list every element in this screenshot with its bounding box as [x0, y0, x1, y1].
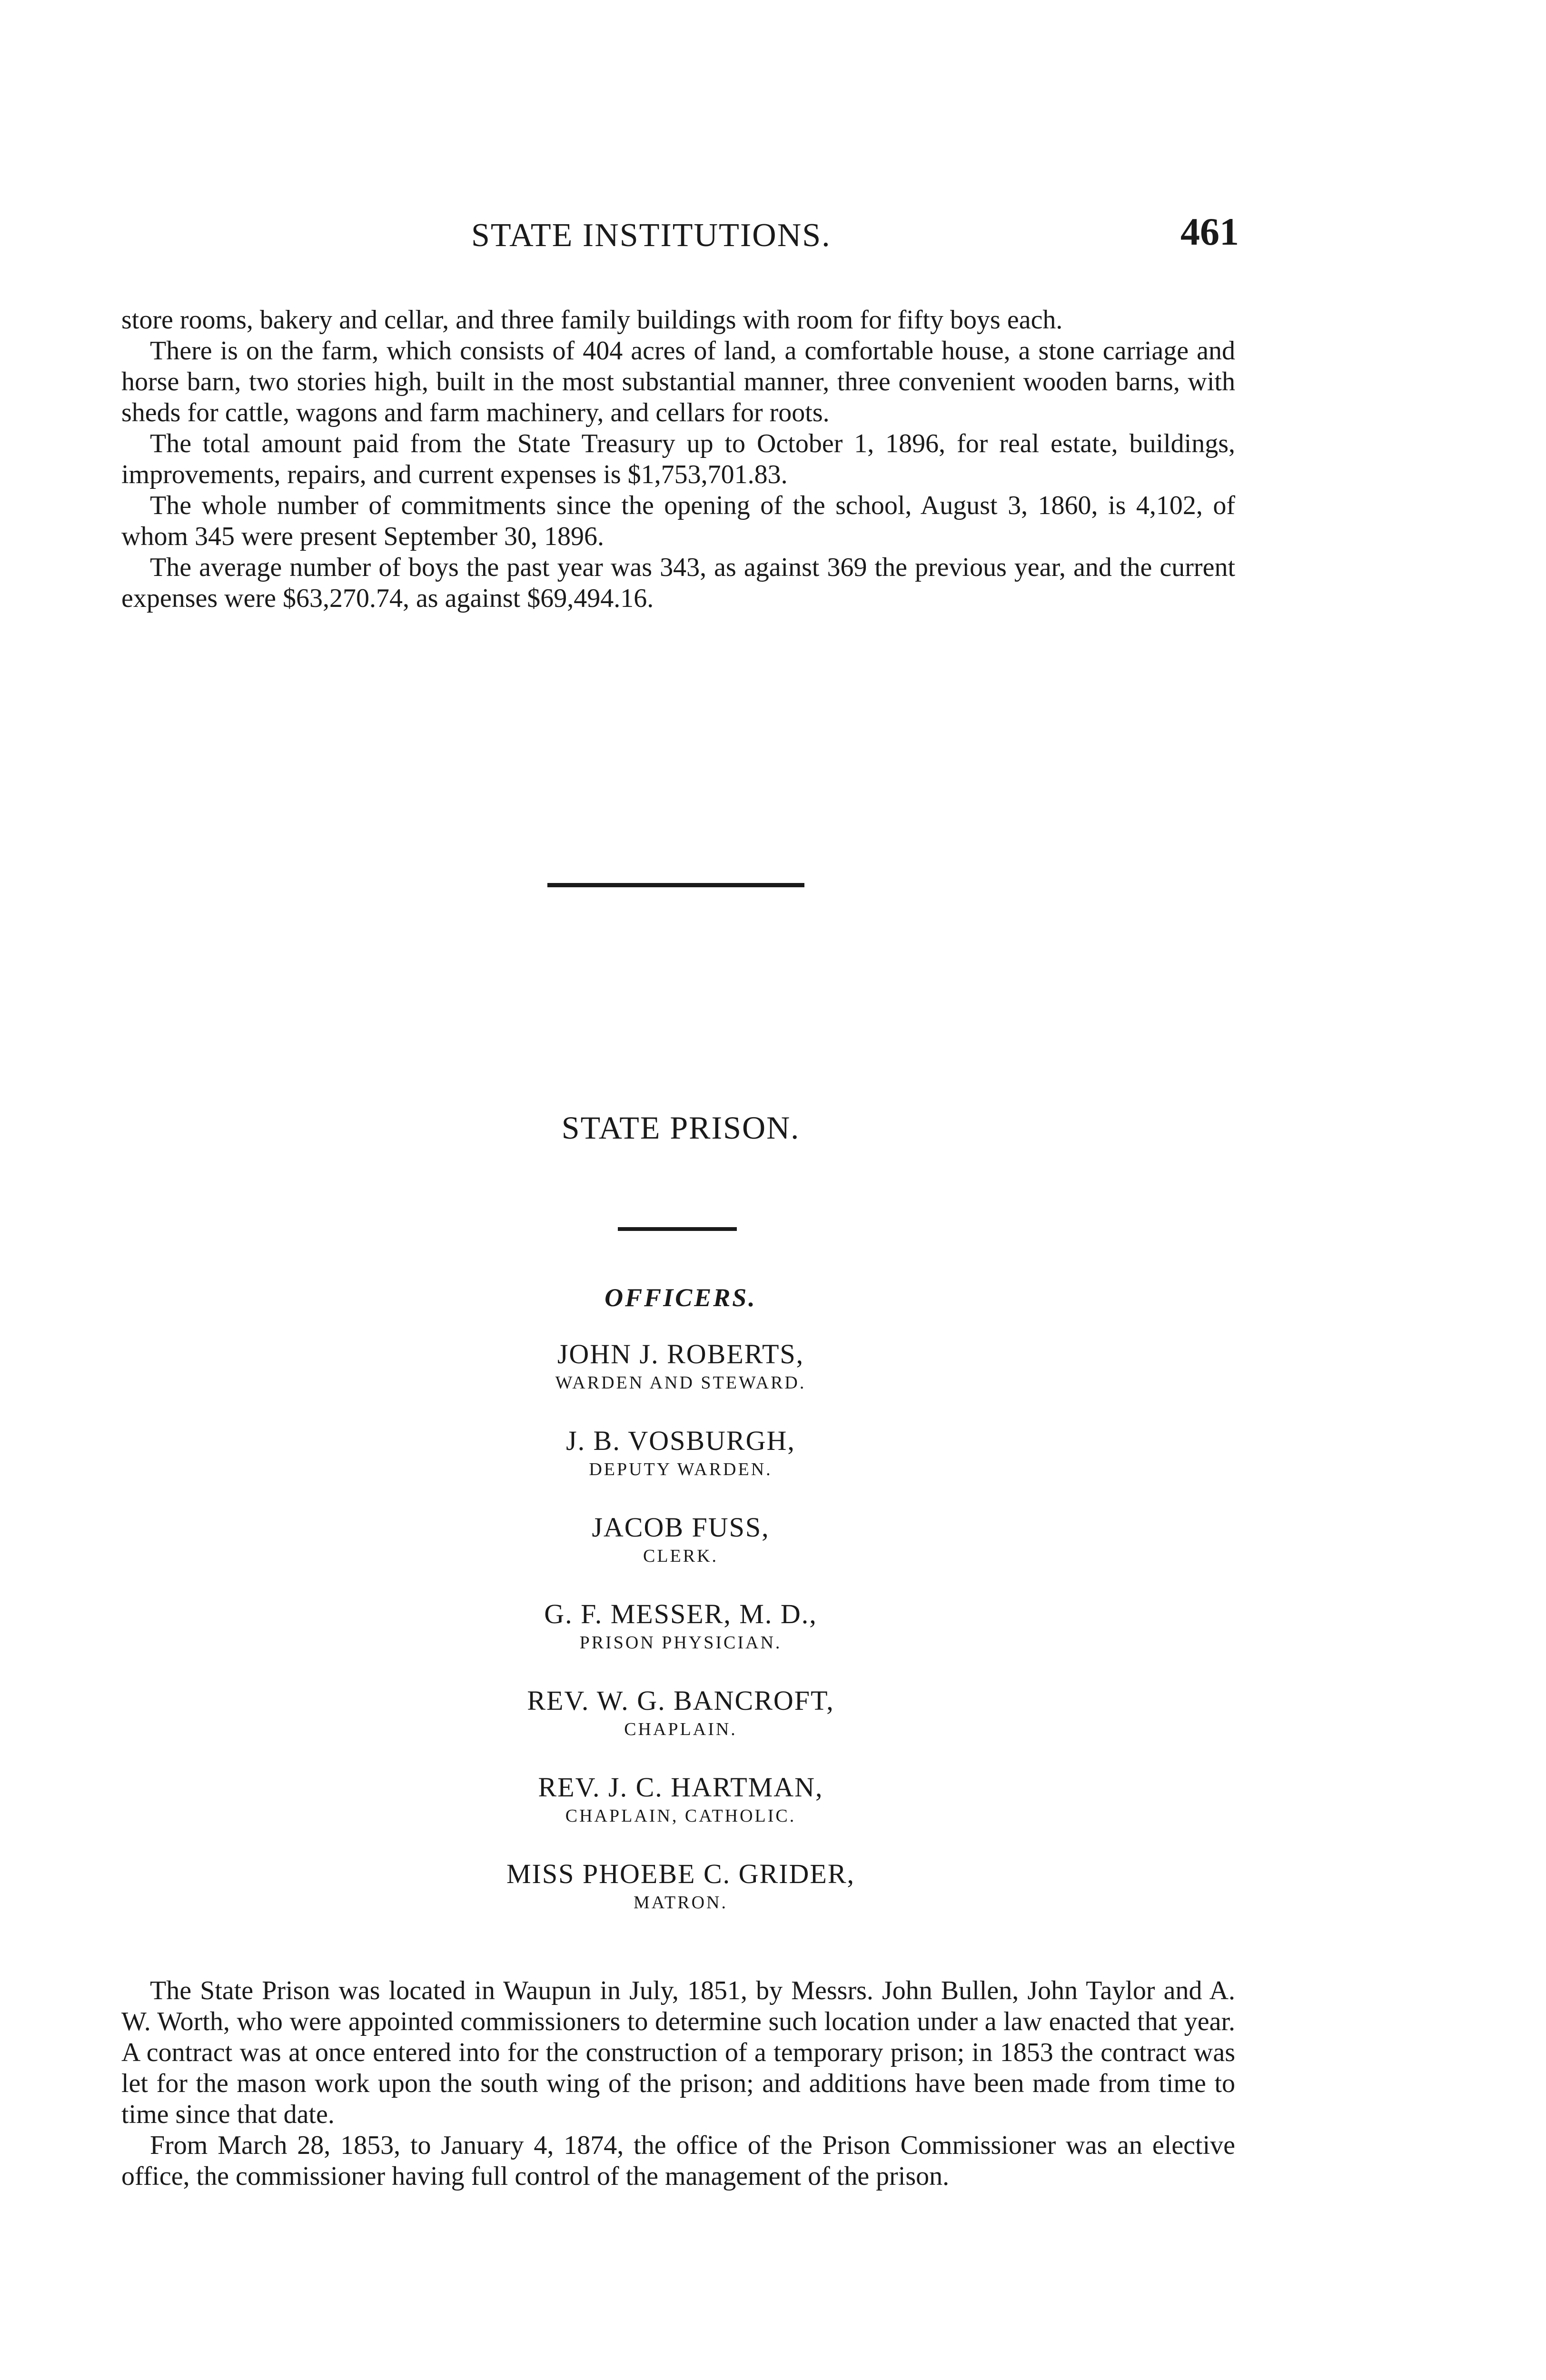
officer-name: J. B. VOSBURGH, [566, 1425, 795, 1456]
officer-title: PRISON PHYSICIAN. [579, 1633, 782, 1653]
officer-title: CHAPLAIN, CATHOLIC. [565, 1806, 796, 1826]
officer-name: JOHN J. ROBERTS, [557, 1339, 804, 1369]
paragraph: From March 28, 1853, to January 4, 1874, the office of the Prison Commissioner was an elective office, the commissioner having full control of the management of the prison. [121, 2131, 1235, 2191]
officer-title: WARDEN AND STEWARD. [555, 1373, 806, 1393]
officer-entry [0, 1338, 1361, 1424]
officer-entry [0, 1511, 1361, 1597]
officer-entry [0, 1684, 1361, 1771]
officer-name: JACOB FUSS, [592, 1512, 770, 1543]
intro-text [121, 305, 1235, 614]
running-head: STATE INSTITUTIONS. [471, 217, 831, 254]
officer-list [0, 1338, 1361, 1944]
officers-heading: OFFICERS. [605, 1283, 757, 1312]
paragraph: store rooms, bakery and cellar, and three family buildings with room for fifty boys each. [121, 305, 1063, 335]
officer-title: DEPUTY WARDEN. [589, 1459, 773, 1479]
officer-title: CLERK. [643, 1546, 719, 1566]
paragraph: The whole number of commitments since the opening of the school, August 3, 1860, is 4,102, of whom 345 were present September 30, 1896. [121, 491, 1235, 551]
section-title: STATE PRISON. [561, 1110, 800, 1146]
officer-title: MATRON. [634, 1893, 728, 1913]
officer-title: CHAPLAIN. [624, 1719, 737, 1739]
paragraph: The State Prison was located in Waupun in July, 1851, by Messrs. John Bullen, John Taylor and A. W. Worth, who were appointed commissioners to determine such location under a law enacted that year. A contract was at once entered into for the construction of a temporary prison; in 1853 the contract was let for the mason work upon the south wing of the prison; and additions have been made from time to time since that date. [121, 1976, 1235, 2129]
officer-name: REV. J. C. HARTMAN, [538, 1772, 823, 1803]
officer-name: G. F. MESSER, M. D., [544, 1598, 817, 1629]
officer-entry [0, 1857, 1361, 1944]
paragraph: The total amount paid from the State Treasury up to October 1, 1896, for real estate, buildings, improvements, repairs, and current expenses is $1,753,701.83. [121, 429, 1235, 489]
officer-entry [0, 1771, 1361, 1857]
page-number: 461 [1180, 210, 1239, 253]
title-divider [618, 1227, 737, 1231]
prison-history-text [121, 1975, 1235, 2192]
paragraph: There is on the farm, which consists of 404 acres of land, a comfortable house, a stone carriage and horse barn, two stories high, built in the most substantial manner, three convenient wooden barns, with sheds for cattle, wagons and farm machinery, and cellars for roots. [121, 336, 1235, 427]
officer-name: MISS PHOEBE C. GRIDER, [506, 1858, 855, 1889]
section-divider [547, 883, 804, 887]
officer-name: REV. W. G. BANCROFT, [527, 1685, 834, 1716]
officer-entry [0, 1597, 1361, 1684]
officer-entry [0, 1424, 1361, 1511]
paragraph: The average number of boys the past year was 343, as against 369 the previous year, and the current expenses were $63,270.74, as against $69,494.16. [121, 553, 1235, 613]
